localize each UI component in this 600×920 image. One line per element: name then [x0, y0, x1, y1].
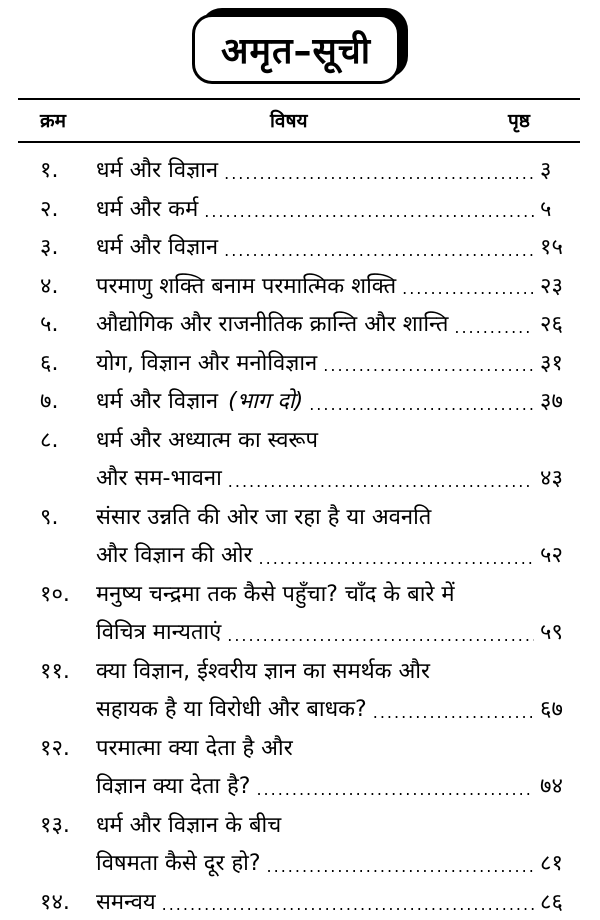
toc-line	[0, 574, 600, 613]
toc-entry	[0, 651, 600, 728]
toc-line	[0, 612, 600, 651]
toc-entry	[0, 304, 600, 343]
entry-page-number: ५२	[540, 539, 586, 569]
toc-line	[0, 343, 600, 382]
entry-title: योग, विज्ञान और मनोविज्ञान	[96, 347, 317, 377]
entry-number: ७.	[40, 385, 90, 415]
entry-number: १३.	[40, 809, 90, 839]
entry-title: विचित्र मान्यताएं	[96, 616, 221, 646]
entry-page-number: ७४	[540, 770, 586, 800]
entry-title: सहायक है या विरोधी और बाधक?	[96, 693, 367, 723]
toc-line	[0, 766, 600, 805]
header-prishth: पृष्ठ	[508, 107, 530, 133]
toc-entry	[0, 266, 600, 305]
toc-entry	[0, 150, 600, 189]
entry-text-row	[96, 231, 586, 261]
table-header	[0, 107, 600, 135]
dot-leader	[227, 626, 534, 645]
header-vishay: विषय	[270, 107, 308, 133]
entry-title: धर्म और विज्ञान	[96, 154, 218, 184]
toc-entry	[0, 805, 600, 882]
entry-number: ११.	[40, 655, 90, 685]
toc-line	[0, 227, 600, 266]
toc-line	[0, 304, 600, 343]
title-badge	[192, 8, 410, 86]
entry-page-number: ३१	[540, 347, 586, 377]
toc-entry	[0, 420, 600, 497]
entry-title: संसार उन्नति की ओर जा रहा है या अवनति	[96, 501, 431, 531]
dot-leader	[256, 780, 534, 799]
dot-leader	[373, 703, 534, 722]
entry-text-row	[96, 462, 586, 492]
entry-text-row	[96, 501, 586, 531]
entry-page-number: ६७	[540, 693, 586, 723]
toc-entry	[0, 343, 600, 382]
entry-text-row	[96, 616, 586, 646]
toc-entry	[0, 227, 600, 266]
entry-text-row	[96, 193, 586, 223]
dot-leader	[162, 895, 534, 914]
page-title: अमृत–सूची	[221, 25, 371, 74]
toc-line	[0, 535, 600, 574]
entry-text-row	[96, 809, 586, 839]
dot-leader	[259, 549, 534, 568]
dot-leader	[204, 202, 534, 221]
toc-entry	[0, 497, 600, 574]
entry-text-row	[96, 308, 586, 338]
entry-title: विज्ञान क्या देता है?	[96, 770, 250, 800]
entry-page-number: ५	[540, 193, 586, 223]
entry-text-row	[96, 886, 586, 916]
entry-text-row	[96, 732, 586, 762]
toc-line	[0, 882, 600, 920]
entry-text-row	[96, 693, 586, 723]
entry-page-number: ८६	[540, 886, 586, 916]
entry-text-row	[96, 539, 586, 569]
toc-line	[0, 150, 600, 189]
toc-line	[0, 689, 600, 728]
toc-line	[0, 381, 600, 420]
entry-title: औद्योगिक और राजनीतिक क्रान्ति और शान्ति	[96, 308, 448, 338]
entry-title: धर्म और अध्यात्म का स्वरूप	[96, 424, 318, 454]
toc-line	[0, 458, 600, 497]
entry-text-row	[96, 385, 586, 415]
entry-text-row	[96, 655, 586, 685]
entry-page-number: २३	[540, 270, 586, 300]
dot-leader	[224, 164, 534, 183]
header-kram: क्रम	[40, 107, 66, 133]
entry-number: ८.	[40, 424, 90, 454]
toc-entry	[0, 189, 600, 228]
entry-title: समन्वय	[96, 886, 156, 916]
entry-text-row	[96, 154, 586, 184]
entry-title: क्या विज्ञान, ईश्वरीय ज्ञान का समर्थक और	[96, 655, 430, 685]
entry-title: धर्म और विज्ञान	[96, 231, 218, 261]
entry-title: धर्म और कर्म	[96, 193, 198, 223]
entry-text-row	[96, 578, 586, 608]
toc-entry	[0, 728, 600, 805]
entry-text-row	[96, 847, 586, 877]
toc-line	[0, 728, 600, 767]
entry-number: २.	[40, 193, 90, 223]
entry-number: १.	[40, 154, 90, 184]
entry-page-number: ३७	[540, 385, 586, 415]
entry-page-number: २६	[540, 308, 586, 338]
toc-line	[0, 497, 600, 536]
entry-text-row	[96, 424, 586, 454]
entry-page-number: १५	[540, 231, 586, 261]
entry-title: मनुष्य चन्द्रमा तक कैसे पहुँचा? चाँद के बारे में	[96, 578, 455, 608]
toc-line	[0, 843, 600, 882]
entry-page-number: ४३	[540, 462, 586, 492]
dot-leader	[323, 356, 534, 375]
entry-title: विषमता कैसे दूर हो?	[96, 847, 261, 877]
entry-page-number: ५९	[540, 616, 586, 646]
entry-page-number: ८१	[540, 847, 586, 877]
toc-line	[0, 651, 600, 690]
entry-number: ६.	[40, 347, 90, 377]
entry-title: धर्म और विज्ञान	[96, 385, 218, 415]
table-of-contents	[0, 150, 600, 920]
entry-title: और विज्ञान की ओर	[96, 539, 253, 569]
dot-leader	[228, 472, 534, 491]
entry-subtitle: (भाग दो)	[228, 385, 303, 415]
entry-number: ५.	[40, 308, 90, 338]
entry-number: १०.	[40, 578, 90, 608]
entry-number: ३.	[40, 231, 90, 261]
dot-leader	[224, 241, 534, 260]
entry-title: परमाणु शक्ति बनाम परमात्मिक शक्ति	[96, 270, 396, 300]
dot-leader	[454, 318, 534, 337]
entry-text-row	[96, 270, 586, 300]
toc-line	[0, 189, 600, 228]
dot-leader	[402, 279, 534, 298]
header-top-rule	[18, 98, 580, 100]
entry-title: धर्म और विज्ञान के बीच	[96, 809, 281, 839]
entry-number: ४.	[40, 270, 90, 300]
toc-line	[0, 266, 600, 305]
title-box	[192, 14, 400, 84]
entry-number: ९.	[40, 501, 90, 531]
entry-title: परमात्मा क्या देता है और	[96, 732, 293, 762]
entry-title: और सम-भावना	[96, 462, 222, 492]
entry-page-number: ३	[540, 154, 586, 184]
entry-text-row	[96, 347, 586, 377]
toc-entry	[0, 882, 600, 920]
dot-leader	[309, 395, 534, 414]
toc-entry	[0, 381, 600, 420]
toc-line	[0, 420, 600, 459]
entry-text-row	[96, 770, 586, 800]
dot-leader	[267, 857, 534, 876]
header-bottom-rule	[18, 141, 580, 143]
entry-number: १४.	[40, 886, 90, 916]
entry-number: १२.	[40, 732, 90, 762]
toc-entry	[0, 574, 600, 651]
toc-line	[0, 805, 600, 844]
